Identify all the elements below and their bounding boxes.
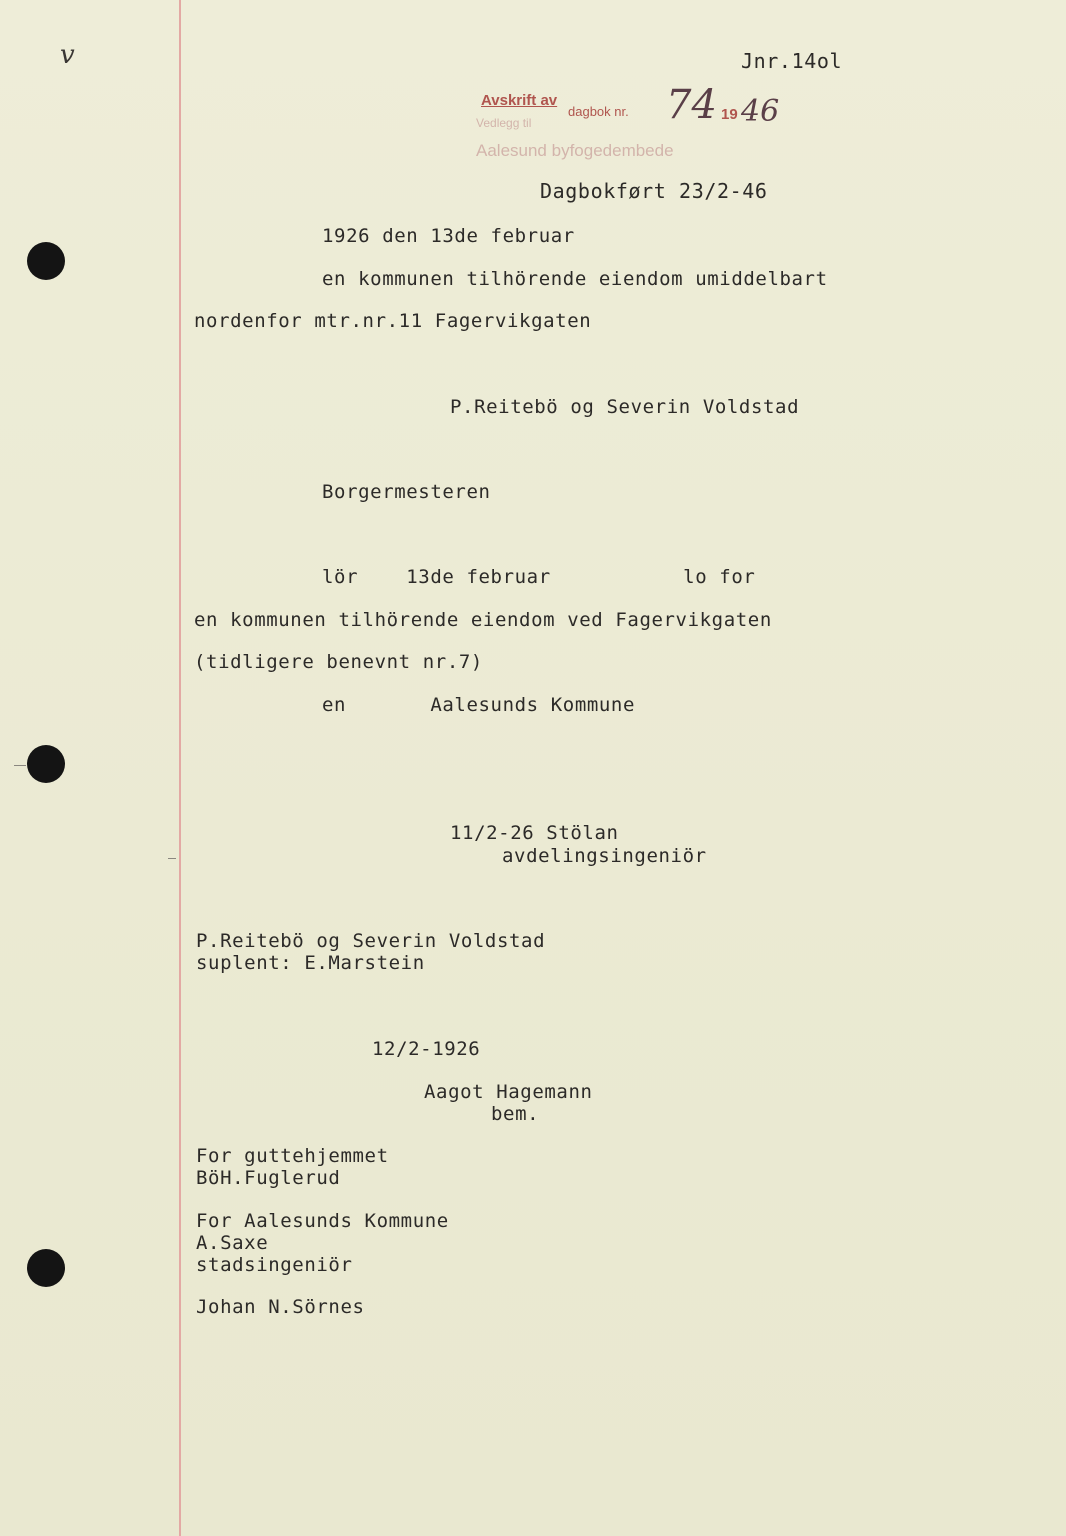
doc-line-for-kommune: For Aalesunds Kommune: [196, 1210, 449, 1232]
doc-line-property-2: en kommunen tilhörende eiendom ved Fagervikgaten: [194, 609, 772, 631]
stamp-dagbok-number: 74: [666, 82, 717, 128]
doc-line-substitute: suplent: E.Marstein: [196, 952, 425, 974]
doc-line-previous-number: (tidligere benevnt nr.7): [194, 651, 483, 673]
doc-line-names: P.Reitebö og Severin Voldstad: [450, 396, 800, 418]
stamp-label: Avskrift av: [481, 92, 558, 109]
doc-line-location: nordenfor mtr.nr.11 Fagervikgaten: [194, 310, 592, 332]
doc-line-sornes: Johan N.Sörnes: [196, 1296, 365, 1318]
doc-line-property: en kommunen tilhörende eiendom umiddelbart: [322, 268, 828, 290]
doc-line-saxe: A.Saxe: [196, 1232, 269, 1254]
stamp-dagbok-label: dagbok nr.: [568, 104, 629, 119]
doc-line-municipality: en Aalesunds Kommune: [322, 694, 636, 716]
stamp-year-suffix: 46: [741, 94, 780, 129]
doc-line-saturday: lör 13de februar lo for: [322, 566, 756, 588]
doc-line-guttehjemmet: For guttehjemmet: [196, 1145, 389, 1167]
margin-tick: [14, 765, 26, 766]
doc-line-stadsingenior: stadsingeniör: [196, 1254, 353, 1276]
doc-line-date-2: 12/2-1926: [372, 1038, 481, 1060]
margin-tick: [168, 858, 176, 859]
punch-hole-bottom: [27, 1249, 65, 1287]
doc-line-fuglerud: BöH.Fuglerud: [196, 1167, 341, 1189]
stamp-line3: Aalesund byfogedembede: [476, 141, 674, 160]
doc-line-engineer-date: 11/2-26 Stölan: [450, 822, 619, 844]
doc-line-engineer-title: avdelingsingeniör: [502, 845, 707, 867]
margin-checkmark: v: [60, 40, 75, 70]
stamp-line2: Vedlegg til: [476, 116, 532, 130]
dagbokfort-date: Dagbokført 23/2-46: [540, 179, 768, 203]
journal-number: Jnr.14ol: [741, 49, 843, 73]
punch-hole-middle: [27, 745, 65, 783]
stamp-year-prefix: 19: [721, 106, 738, 123]
punch-hole-top: [27, 242, 65, 280]
doc-line-date: 1926 den 13de februar: [322, 225, 575, 247]
doc-line-mayor: Borgermesteren: [322, 481, 491, 503]
doc-line-signatory: Aagot Hagemann: [424, 1081, 593, 1103]
margin-rule: [179, 0, 181, 1536]
doc-line-names-2: P.Reitebö og Severin Voldstad: [196, 930, 546, 952]
doc-line-bem: bem.: [491, 1103, 540, 1125]
